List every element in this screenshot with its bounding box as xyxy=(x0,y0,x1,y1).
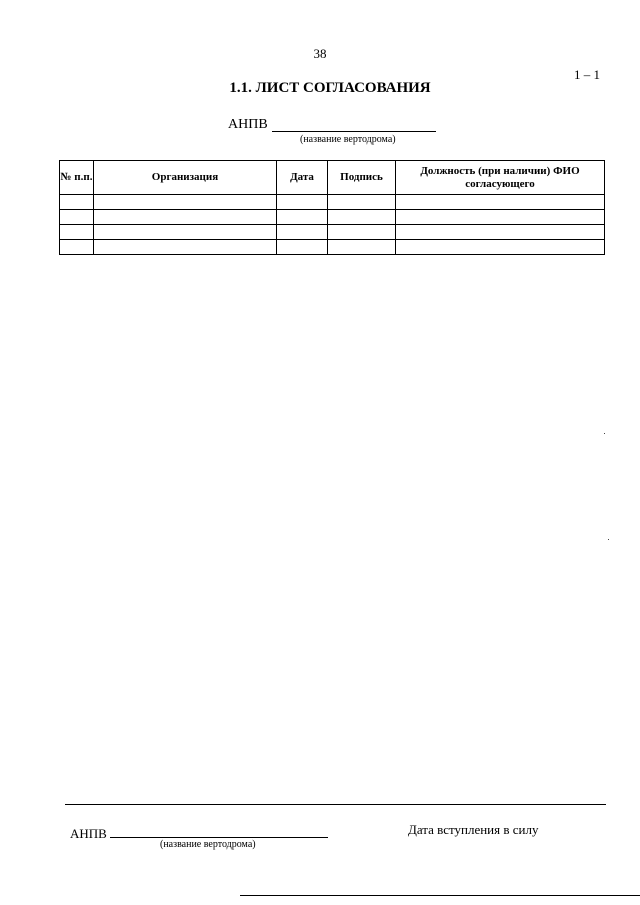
table-row xyxy=(60,210,605,225)
table-cell xyxy=(396,210,605,225)
anpv-name-caption: (название вертодрома) xyxy=(300,134,396,145)
table-row xyxy=(60,240,605,255)
footer-anpv-name-caption: (название вертодрома) xyxy=(160,839,256,850)
footer-anpv-name-field-line xyxy=(110,837,328,838)
table-cell xyxy=(396,195,605,210)
table-cell xyxy=(60,240,94,255)
page-number: 38 xyxy=(313,46,327,61)
column-header-number: № п.п. xyxy=(60,161,94,195)
anpv-label: АНПВ xyxy=(228,117,268,132)
table-cell xyxy=(94,210,277,225)
table-cell xyxy=(94,240,277,255)
table-cell xyxy=(328,225,396,240)
anpv-name-field-line xyxy=(272,131,436,132)
table-cell xyxy=(60,210,94,225)
table-cell xyxy=(277,195,328,210)
column-header-position: Должность (при наличии) ФИО согласующего xyxy=(396,161,605,195)
table-cell xyxy=(328,195,396,210)
footer-anpv-label: АНПВ xyxy=(70,826,107,841)
table-cell xyxy=(94,195,277,210)
scan-speck xyxy=(608,539,609,540)
footer-rule xyxy=(65,804,606,805)
table-header-row xyxy=(60,161,605,195)
table-row xyxy=(60,225,605,240)
table-cell xyxy=(277,225,328,240)
column-header-organization: Организация xyxy=(94,161,277,195)
approval-table xyxy=(59,160,605,255)
table-cell xyxy=(60,195,94,210)
table-cell xyxy=(60,225,94,240)
table-row xyxy=(60,195,605,210)
column-header-date: Дата xyxy=(277,161,328,195)
table-cell xyxy=(94,225,277,240)
page-code: 1 – 1 xyxy=(574,67,600,82)
effective-date-label: Дата вступления в силу xyxy=(408,822,539,837)
column-header-signature: Подпись xyxy=(328,161,396,195)
scan-edge-line xyxy=(240,895,640,896)
table-cell xyxy=(277,240,328,255)
table-cell xyxy=(328,240,396,255)
scan-speck xyxy=(604,433,605,434)
table-cell xyxy=(396,240,605,255)
table-cell xyxy=(396,225,605,240)
table-cell xyxy=(277,210,328,225)
table-cell xyxy=(328,210,396,225)
page-title: 1.1. ЛИСТ СОГЛАСОВАНИЯ xyxy=(229,80,431,96)
